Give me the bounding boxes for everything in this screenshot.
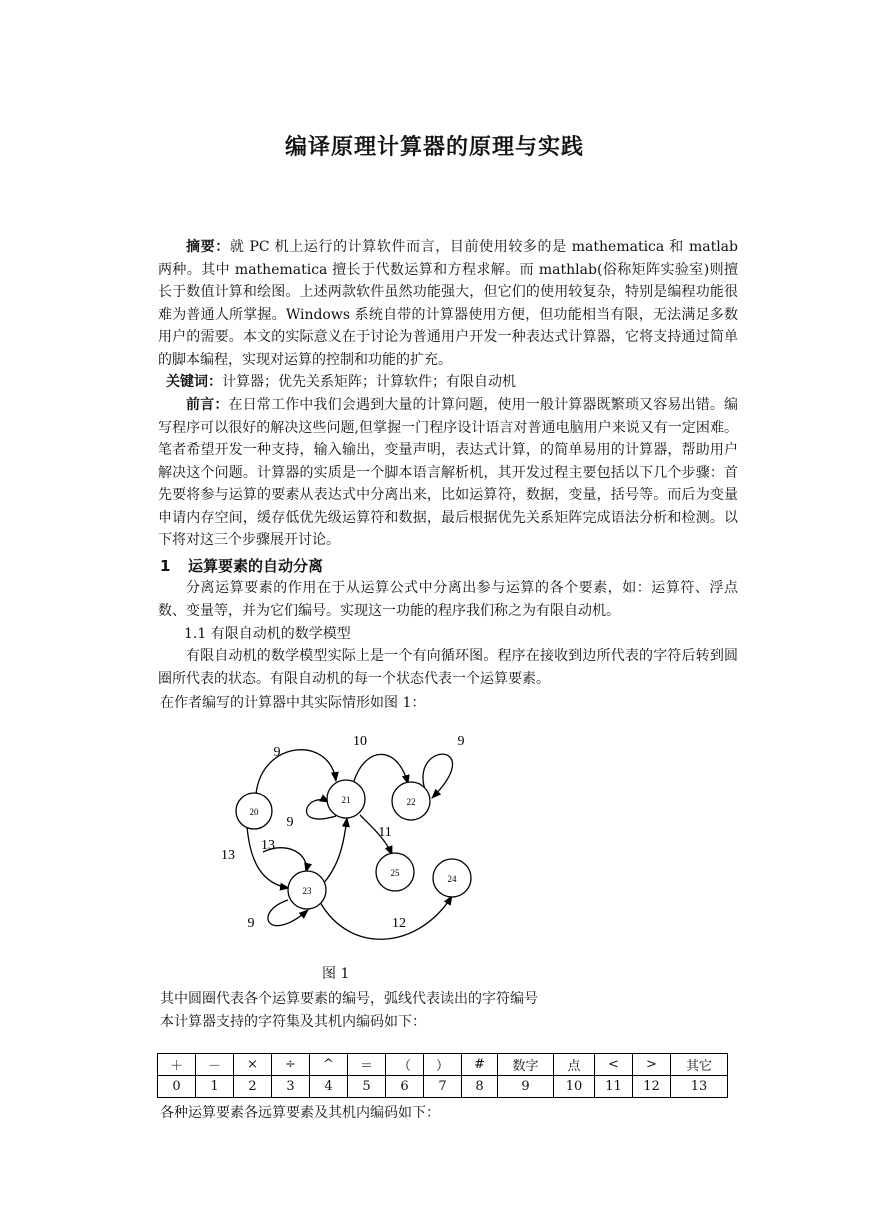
edge-23-24 <box>320 896 452 939</box>
section-title: 运算要素的自动分离 <box>188 557 324 575</box>
node-label-21: 21 <box>341 795 351 805</box>
charset-code-cell: 7 <box>424 1076 462 1098</box>
edge-label-22-22: 9 <box>457 734 465 749</box>
charset-code-cell: 8 <box>462 1076 498 1098</box>
edge-label-21-25: 11 <box>378 825 392 840</box>
edge-20-21 <box>256 750 336 794</box>
section-body: 分离运算要素的作用在于从运算公式中分离出参与运算的各个要素，如：运算符、浮点数、变量等，并为它们编号。实现这一功能的程序我们称之为有限自动机。 <box>158 580 738 619</box>
keywords-text: 计算器；优先关系矩阵；计算软件；有限自动机 <box>222 374 516 390</box>
node-label-20: 20 <box>249 807 259 817</box>
edge-23-21 <box>322 818 347 885</box>
charset-symbol-cell: ＋ <box>158 1054 196 1076</box>
node-label-22: 22 <box>406 797 416 807</box>
charset-symbol-cell: 点 <box>554 1054 595 1076</box>
charset-symbol-cell: 其它 <box>671 1054 728 1076</box>
edge-label-23-23-13: 13 <box>261 838 275 853</box>
edge-label-23-24: 12 <box>392 916 406 931</box>
section-number: 1 <box>160 557 171 575</box>
charset-symbol-cell: ÷ <box>272 1054 310 1076</box>
charset-symbol-cell: < <box>595 1054 633 1076</box>
subsection-heading: 1.1 有限自动机的数学模型 <box>184 626 351 642</box>
charset-symbol-cell: > <box>633 1054 671 1076</box>
figure-caption: 图 1 <box>322 966 350 982</box>
charset-symbol-cell: 数字 <box>498 1054 554 1076</box>
figure-explanation: 其中圆圈代表各个运算要素的编号，弧线代表读出的字符编号 <box>160 991 538 1007</box>
node-label-25: 25 <box>390 868 400 878</box>
charset-symbol-cell: × <box>234 1054 272 1076</box>
charset-code-cell: 6 <box>386 1076 424 1098</box>
edge-label-21-21: 9 <box>286 815 294 830</box>
closing-line: 各种运算要素各远算要素及其机内编码如下： <box>160 1105 440 1121</box>
charset-symbol-cell: － <box>196 1054 234 1076</box>
charset-code-row <box>158 1076 728 1098</box>
charset-code-cell: 10 <box>554 1076 595 1098</box>
charset-table <box>157 1053 728 1098</box>
edge-label-23-23-9: 9 <box>247 916 255 931</box>
charset-symbol-row <box>158 1054 728 1076</box>
charset-symbol-cell: ^ <box>310 1054 348 1076</box>
charset-code-cell: 2 <box>234 1076 272 1098</box>
abstract-text: 就 PC 机上运行的计算软件而言，目前使用较多的是 mathematica 和 matlab 两种。其中 mathematica 擅长于代数运算和方程求解。而 mathlab(俗称矩阵实验室)则擅长于数值计算和绘图。上述两款软件虽然功能强大，但它们的使用较复杂，特别是编程功能很难为普通人所掌握。Windows 系统自带的计算器使用方便，但功能相当有限，无法满足多数用户的需要。本文的实际意义在于讨论为普通用户开发一种表达式计算器，它将支持通过简单的脚本编程，实现对运算的控制和功能的扩充。 <box>158 239 738 368</box>
figure-intro: 在作者编写的计算器中其实际情形如图 1： <box>160 695 426 711</box>
subsection-body: 有限自动机的数学模型实际上是一个有向循环图。程序在接收到边所代表的字符后转到圆圈所代表的状态。有限自动机的每一个状态代表一个运算要素。 <box>158 648 738 687</box>
charset-code-cell: 13 <box>671 1076 728 1098</box>
charset-symbol-cell: （ <box>386 1054 424 1076</box>
charset-code-cell: 4 <box>310 1076 348 1098</box>
edge-21-22 <box>354 754 408 784</box>
charset-symbol-cell: # <box>462 1054 498 1076</box>
page-title: 编译原理计算器的原理与实践 <box>284 135 584 160</box>
abstract-label: 摘要： <box>186 239 230 255</box>
charset-code-cell: 3 <box>272 1076 310 1098</box>
edge-20-23 <box>247 826 289 888</box>
charset-symbol-cell: ） <box>424 1054 462 1076</box>
node-label-23: 23 <box>302 886 312 896</box>
charset-code-cell: 5 <box>348 1076 386 1098</box>
edge-label-21-22: 10 <box>353 734 367 749</box>
keywords-label: 关键词： <box>166 374 222 390</box>
charset-intro: 本计算器支持的字符集及其机内编码如下： <box>160 1014 426 1030</box>
preface-text: 在日常工作中我们会遇到大量的计算问题，使用一般计算器既繁琐又容易出错。编写程序可以很好的解决这些问题,但掌握一门程序设计语言对普通电脑用户来说又有一定困难。笔者希望开发一种支持，输入输出，变量声明，表达式计算，的简单易用的计算器，帮助用户解决这个问题。计算器的实质是一个脚本语言解析机，其开发过程主要包括以下几个步骤：首先要将参与运算的要素从表达式中分离出来，比如运算符，数据，变量，括号等。而后为变量申请内存空间，缓存低优先级运算符和数据，最后根据优先关系矩阵完成语法分析和检测。以下将对这三个步骤展开讨论。 <box>158 397 739 548</box>
charset-symbol-cell: ＝ <box>348 1054 386 1076</box>
charset-code-cell: 9 <box>498 1076 554 1098</box>
charset-code-cell: 1 <box>196 1076 234 1098</box>
edge-label-20-23: 13 <box>221 848 235 863</box>
charset-code-cell: 0 <box>158 1076 196 1098</box>
edge-label-20-21: 9 <box>273 745 281 760</box>
charset-code-cell: 11 <box>595 1076 633 1098</box>
preface-label: 前言： <box>186 397 229 413</box>
charset-code-cell: 12 <box>633 1076 671 1098</box>
node-label-24: 24 <box>447 874 457 884</box>
